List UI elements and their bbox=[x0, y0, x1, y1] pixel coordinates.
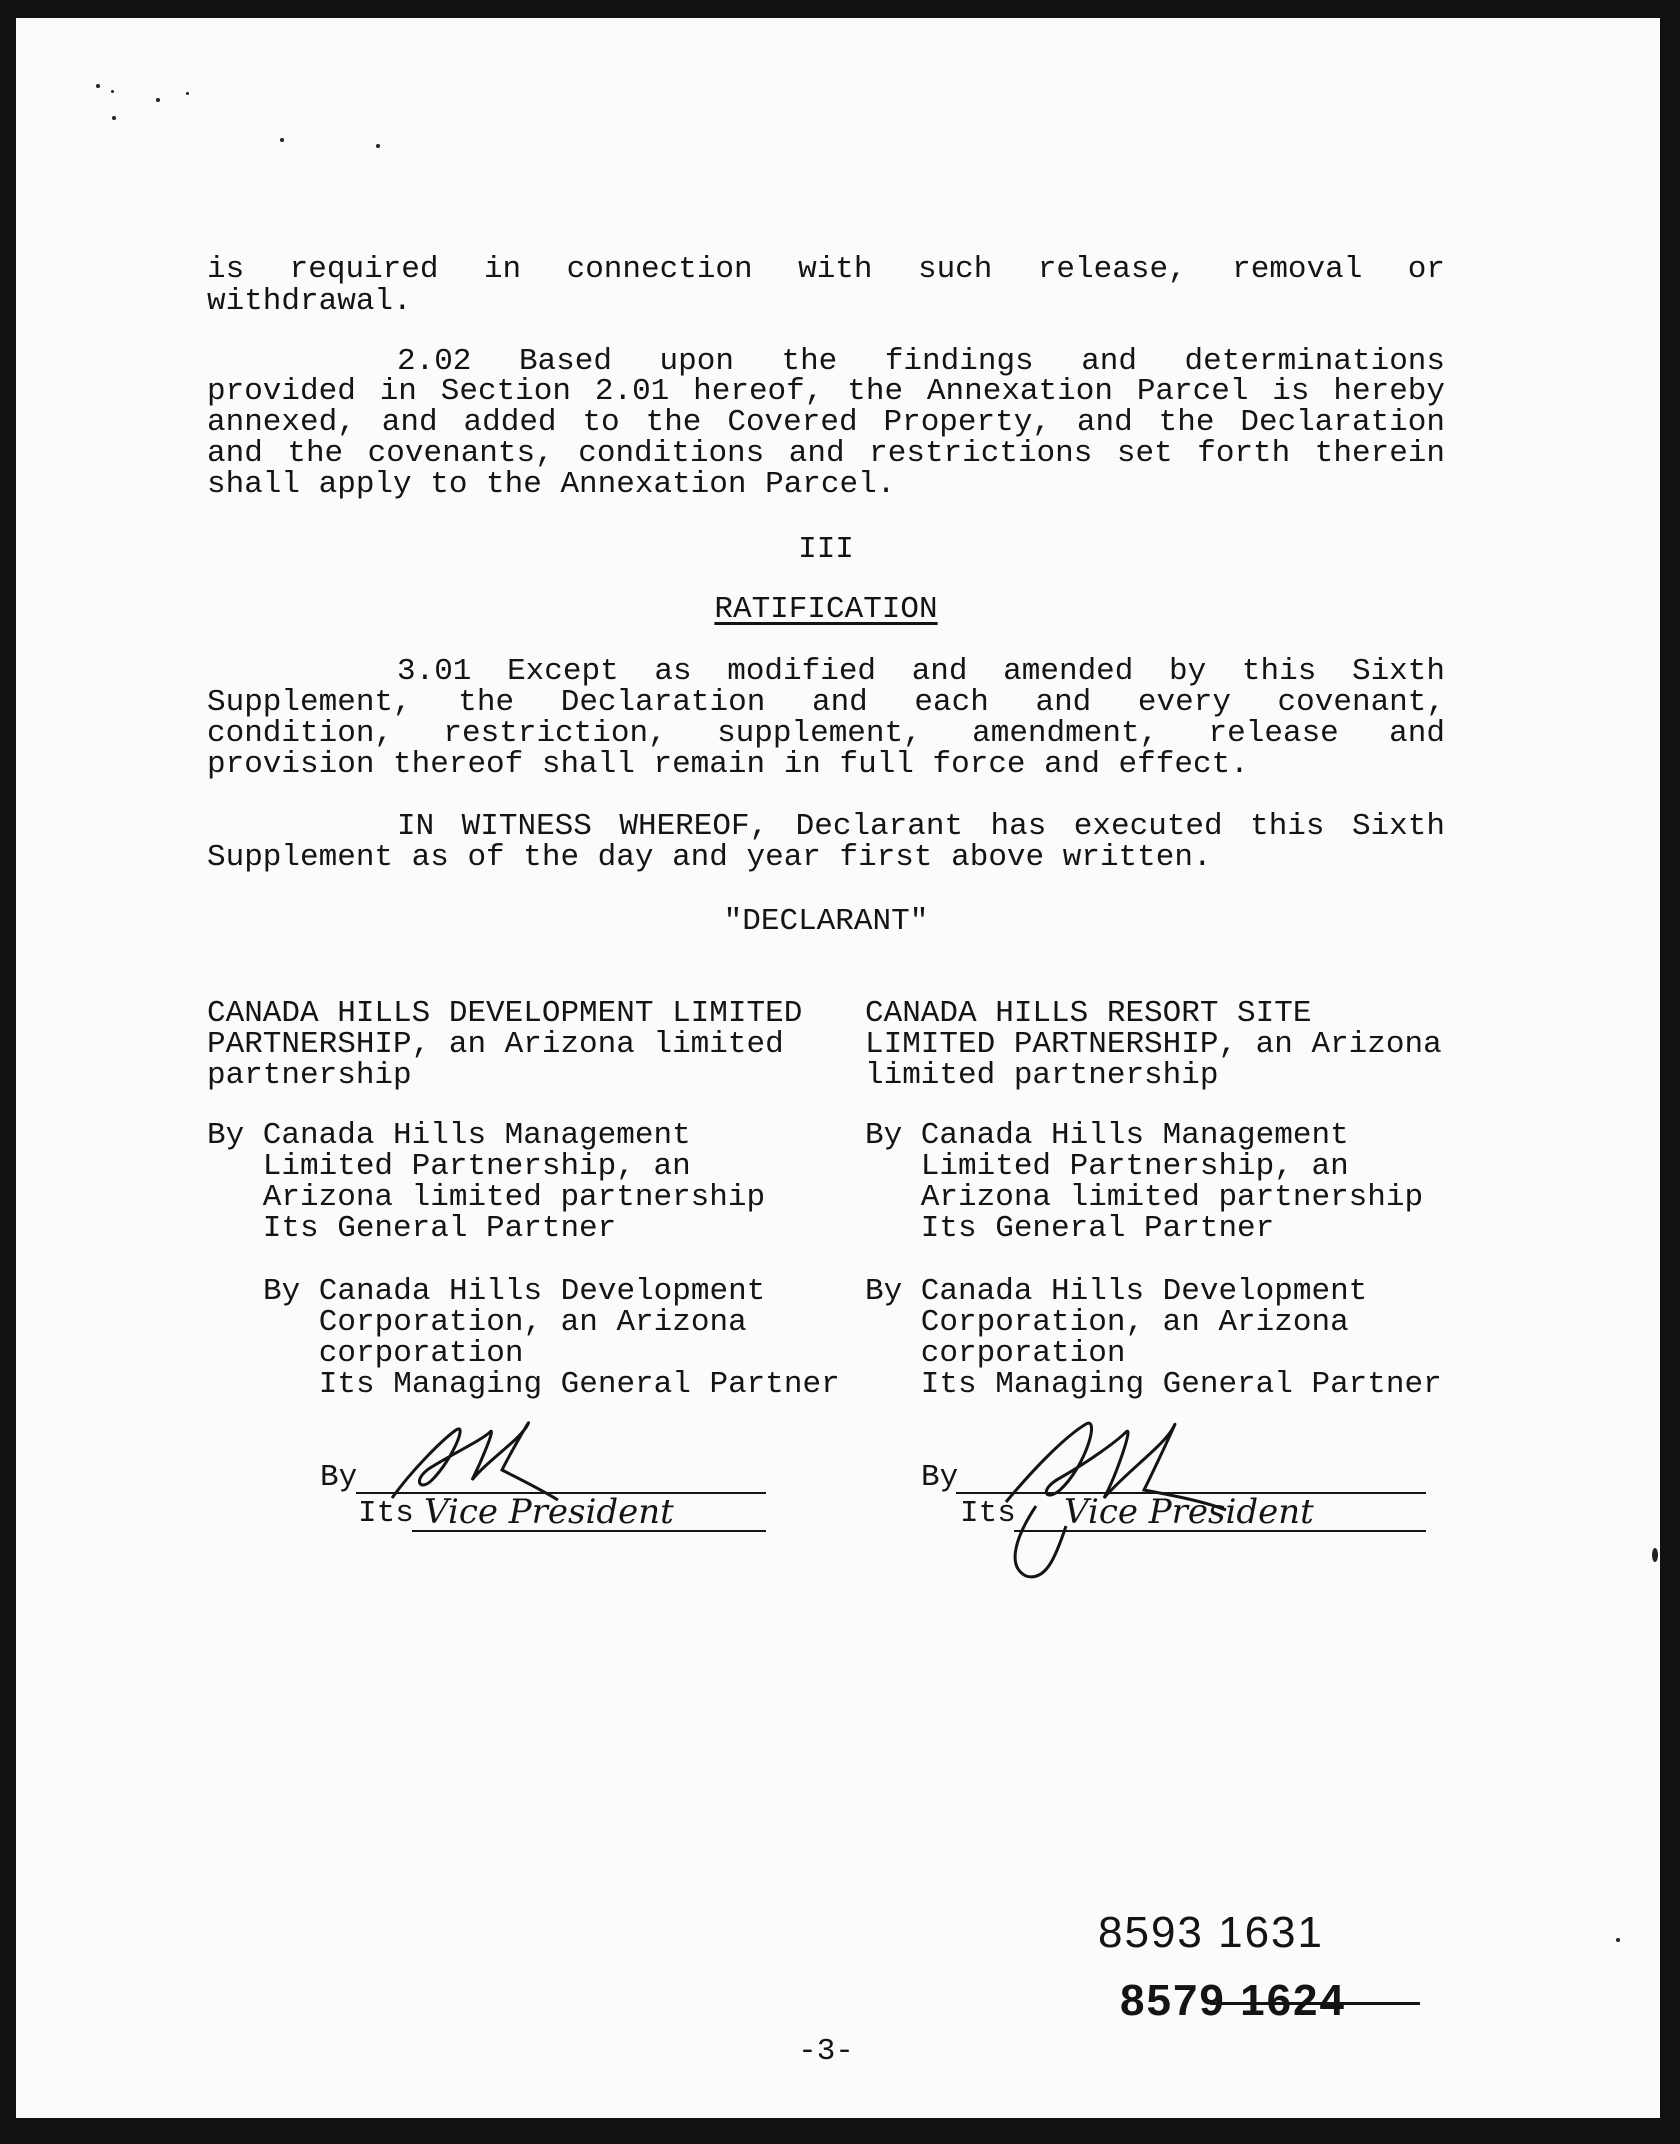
right-its-label: Its bbox=[960, 1496, 1016, 1531]
right-by-1-line: Arizona limited partnership bbox=[865, 1180, 1424, 1215]
right-by-1-line: Its General Partner bbox=[865, 1211, 1275, 1246]
recording-number-struck: 8579 1624 bbox=[1120, 1976, 1346, 2025]
para-3-line-3: condition, restriction, supplement, amendment, release and bbox=[207, 716, 1445, 751]
article-title-wrap bbox=[207, 594, 1445, 625]
para-4-line-1: IN WITNESS WHEREOF, Declarant has executed this Sixth bbox=[397, 809, 1445, 844]
para-4-line-2: Supplement as of the day and year first above written. bbox=[207, 840, 1212, 875]
left-title-line bbox=[412, 1530, 766, 1532]
right-by-management bbox=[865, 1120, 1423, 1244]
left-signer-title: Vice President bbox=[424, 1492, 674, 1532]
page-number: -3- bbox=[798, 2034, 854, 2069]
para-2-line-2: provided in Section 2.01 hereof, the Annexation Parcel is hereby bbox=[207, 374, 1445, 409]
right-party-name-line: CANADA HILLS RESORT SITE bbox=[865, 996, 1312, 1031]
left-by-1-line: Arizona limited partnership bbox=[207, 1180, 766, 1215]
para-1-line-2: withdrawal. bbox=[207, 284, 412, 319]
right-by-2-line: corporation bbox=[865, 1336, 1126, 1371]
para-1-line-1: is required in connection with such release, removal or bbox=[207, 252, 1445, 287]
left-by-development bbox=[263, 1276, 840, 1400]
left-by-2-line: By Canada Hills Development bbox=[263, 1274, 766, 1309]
declarant-heading: "DECLARANT" bbox=[723, 904, 929, 939]
document-page bbox=[16, 18, 1660, 2118]
para-2-line-5: shall apply to the Annexation Parcel. bbox=[207, 467, 896, 502]
para-3-line-1: 3.01 Except as modified and amended by this Sixth bbox=[397, 654, 1445, 689]
left-by-label: By bbox=[320, 1460, 358, 1495]
left-party-name bbox=[207, 998, 802, 1091]
left-by-2-line: Corporation, an Arizona bbox=[263, 1305, 747, 1340]
right-by-1-line: Limited Partnership, an bbox=[865, 1149, 1349, 1184]
left-by-1-line: By Canada Hills Management bbox=[207, 1118, 691, 1153]
right-by-label: By bbox=[921, 1460, 959, 1495]
right-by-2-line: By Canada Hills Development bbox=[865, 1274, 1368, 1309]
para-3-line-4: provision thereof shall remain in full force and effect. bbox=[207, 747, 1249, 782]
left-its-label: Its bbox=[358, 1496, 414, 1531]
left-party-name-line: PARTNERSHIP, an Arizona limited bbox=[207, 1027, 784, 1062]
left-by-management bbox=[207, 1120, 765, 1244]
article-title: RATIFICATION bbox=[714, 592, 938, 627]
left-by-2-line: Its Managing General Partner bbox=[263, 1367, 840, 1402]
right-by-development bbox=[865, 1276, 1442, 1400]
left-by-2-line: corporation bbox=[263, 1336, 524, 1371]
article-number: III bbox=[798, 532, 854, 567]
right-by-2-line: Corporation, an Arizona bbox=[865, 1305, 1349, 1340]
right-party-name-line: LIMITED PARTNERSHIP, an Arizona bbox=[865, 1027, 1442, 1062]
strikethrough-line bbox=[1210, 2002, 1420, 2005]
para-2-line-4: and the covenants, conditions and restrictions set forth therein bbox=[207, 436, 1445, 471]
right-party-name bbox=[865, 998, 1442, 1091]
para-3-line-2: Supplement, the Declaration and each and every covenant, bbox=[207, 685, 1445, 720]
para-2-line-1: 2.02 Based upon the findings and determinations bbox=[397, 344, 1445, 379]
recording-number-current: 8593 1631 bbox=[1098, 1908, 1324, 1957]
left-by-1-line: Limited Partnership, an bbox=[207, 1149, 691, 1184]
left-by-1-line: Its General Partner bbox=[207, 1211, 617, 1246]
right-signer-title: Vice President bbox=[1064, 1492, 1314, 1532]
right-by-2-line: Its Managing General Partner bbox=[865, 1367, 1442, 1402]
right-by-1-line: By Canada Hills Management bbox=[865, 1118, 1349, 1153]
left-party-name-line: partnership bbox=[207, 1058, 412, 1093]
left-party-name-line: CANADA HILLS DEVELOPMENT LIMITED bbox=[207, 996, 803, 1031]
right-title-line bbox=[1014, 1530, 1426, 1532]
para-2-line-3: annexed, and added to the Covered Property, and the Declaration bbox=[207, 405, 1445, 440]
right-party-name-line: limited partnership bbox=[865, 1058, 1219, 1093]
